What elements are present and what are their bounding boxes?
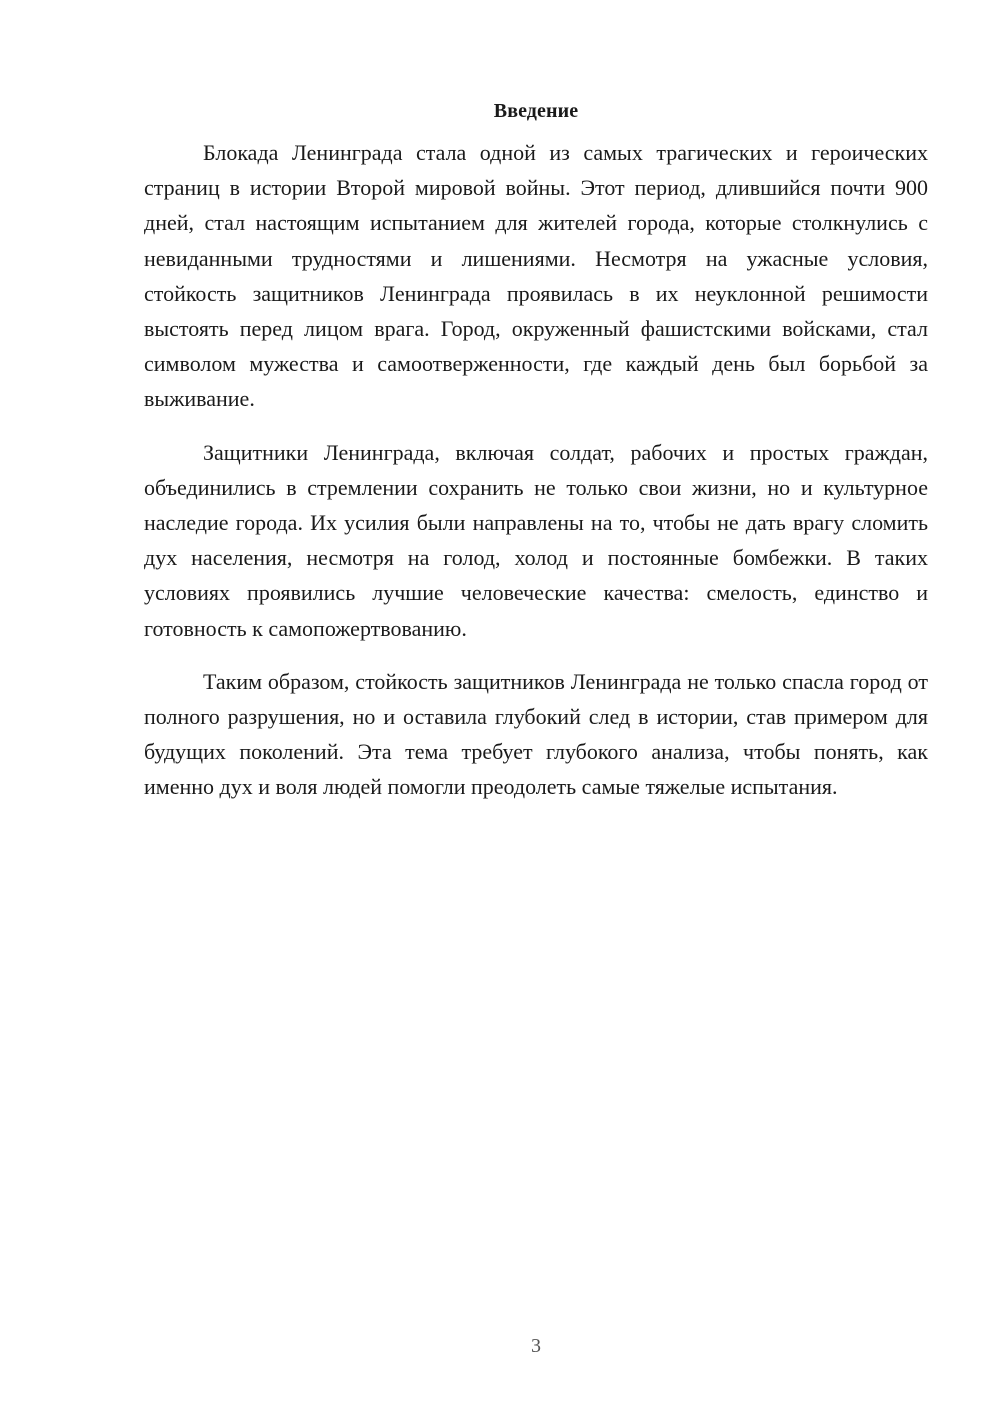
page-content — [144, 96, 928, 823]
section-title: Введение — [493, 100, 579, 122]
paragraph-1: Блокада Ленинграда стала одной из самых трагических и героических страниц в истории Второй мировой войны. Этот период, длившийся почти 900 дней, стал настоящим испытанием для жителей города, которые столкнулись с невиданными трудностями и лишениями. Несмотря на ужасные условия, стойкость защитников Ленинграда проявилась в их неуклонной решимости выстоять перед лицом врага. Город, окруженный фашистскими войсками, стал символом мужества и самоотверженности, где каждый день был борьбой за выживание. — [144, 140, 928, 412]
paragraph-3: Таким образом, стойкость защитников Ленинграда не только спасла город от полного разрушения, но и оставила глубокий след в истории, став примером для будущих поколений. Эта тема требует глубокого анализа, чтобы понять, как именно дух и воля людей помогли преодолеть самые тяжелые испытания. — [144, 668, 928, 800]
page-number: 3 — [531, 1335, 541, 1357]
paragraph-2: Защитники Ленинграда, включая солдат, рабочих и простых граждан, объединились в стремлении сохранить не только свои жизни, но и культурное наследие города. Их усилия были направлены на то, чтобы не дать врагу сломить дух населения, несмотря на голод, холод и постоянные бомбежки. В таких условиях проявились лучшие человеческие качества: смелость, единство и готовность к самопожертвованию. — [144, 439, 928, 641]
